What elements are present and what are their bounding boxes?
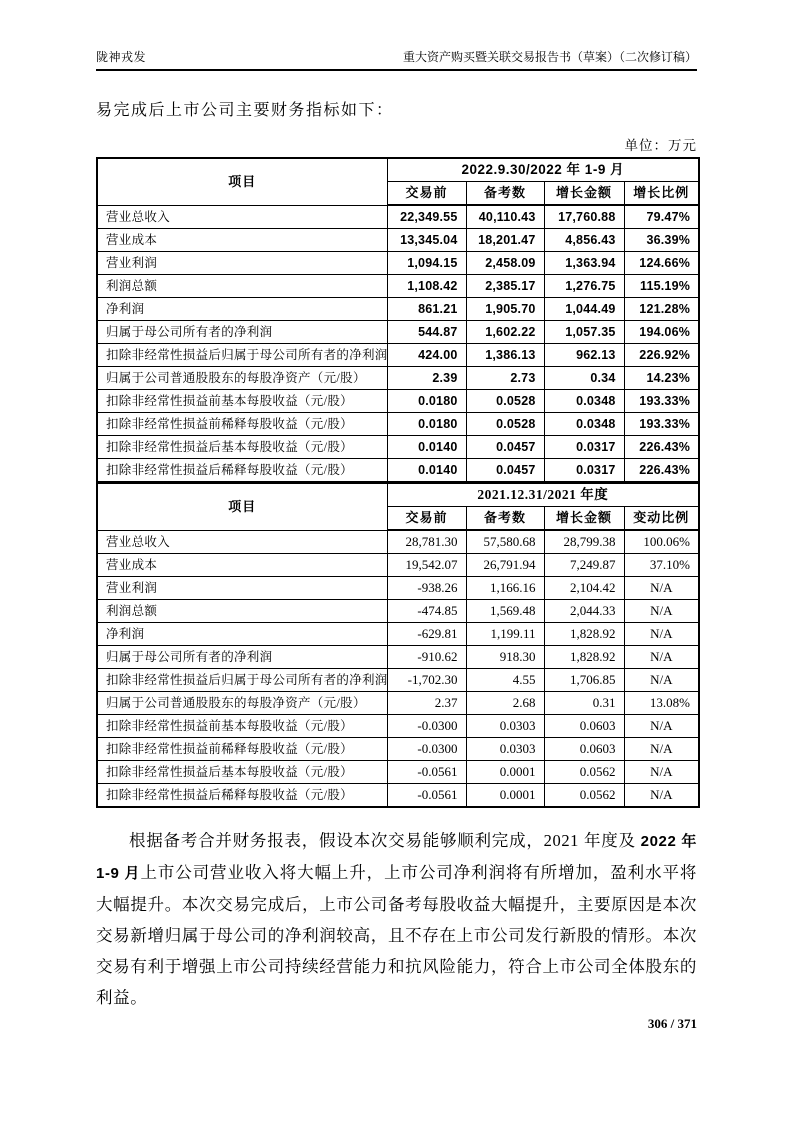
table-row	[97, 761, 699, 784]
table-row	[97, 646, 699, 669]
value-cell: 193.33%	[624, 413, 699, 436]
running-header	[96, 48, 697, 71]
table-row	[97, 321, 699, 344]
row-label-cell: 营业成本	[97, 229, 387, 252]
value-cell: 0.0562	[544, 761, 624, 784]
value-cell: 2,104.42	[544, 577, 624, 600]
value-cell: 22,349.55	[387, 205, 466, 229]
value-cell: -0.0300	[387, 715, 466, 738]
value-cell: 0.0528	[466, 390, 544, 413]
row-label-cell: 扣除非经常性损益后基本每股收益（元/股）	[97, 436, 387, 459]
value-cell: 0.0317	[544, 436, 624, 459]
value-cell: N/A	[624, 577, 699, 600]
value-cell: 962.13	[544, 344, 624, 367]
column-header-cell: 增长金额	[544, 182, 624, 206]
value-cell: 13.08%	[624, 692, 699, 715]
row-label-cell: 扣除非经常性损益前稀释每股收益（元/股）	[97, 413, 387, 436]
value-cell: 0.0528	[466, 413, 544, 436]
value-cell: -0.0300	[387, 738, 466, 761]
table-row	[97, 715, 699, 738]
value-cell: N/A	[624, 623, 699, 646]
table-row	[97, 600, 699, 623]
financial-table-2022	[96, 157, 700, 483]
value-cell: N/A	[624, 715, 699, 738]
value-cell: 424.00	[387, 344, 466, 367]
value-cell: N/A	[624, 738, 699, 761]
value-cell: 1,166.16	[466, 577, 544, 600]
value-cell: 0.0303	[466, 738, 544, 761]
value-cell: 4,856.43	[544, 229, 624, 252]
value-cell: 40,110.43	[466, 205, 544, 229]
value-cell: 0.0180	[387, 390, 466, 413]
column-header-cell: 备考数	[466, 182, 544, 206]
header-report-title: 重大资产购买暨关联交易报告书（草案）（二次修订稿）	[402, 50, 697, 64]
value-cell: 19,542.07	[387, 554, 466, 577]
unit-label: 单位：万元	[624, 138, 697, 153]
value-cell: 0.0317	[544, 459, 624, 483]
table-row	[97, 577, 699, 600]
row-label-cell: 净利润	[97, 623, 387, 646]
value-cell: 1,276.75	[544, 275, 624, 298]
table-row	[97, 554, 699, 577]
table-row	[97, 205, 699, 229]
value-cell: 115.19%	[624, 275, 699, 298]
table-row	[97, 298, 699, 321]
value-cell: 4.55	[466, 669, 544, 692]
row-label-cell: 归属于母公司所有者的净利润	[97, 321, 387, 344]
value-cell: 2.39	[387, 367, 466, 390]
header-company: 陇神戎发	[96, 50, 147, 64]
period-header-cell: 2021.12.31/2021 年度	[387, 484, 699, 507]
value-cell: 17,760.88	[544, 205, 624, 229]
table-row	[97, 229, 699, 252]
value-cell: 226.92%	[624, 344, 699, 367]
table-row	[97, 738, 699, 761]
value-cell: 1,094.15	[387, 252, 466, 275]
value-cell: 226.43%	[624, 436, 699, 459]
column-header-cell: 变动比例	[624, 507, 699, 531]
intro-text: 易完成后上市公司主要财务指标如下：	[96, 102, 394, 119]
value-cell: 0.0562	[544, 784, 624, 808]
table-row	[97, 784, 699, 808]
value-cell: 0.0603	[544, 738, 624, 761]
value-cell: N/A	[624, 669, 699, 692]
value-cell: 0.0140	[387, 459, 466, 483]
value-cell: 28,799.38	[544, 530, 624, 554]
value-cell: N/A	[624, 784, 699, 808]
value-cell: 0.0348	[544, 390, 624, 413]
page-number: 306 / 371	[647, 1016, 697, 1031]
row-label-cell: 利润总额	[97, 275, 387, 298]
value-cell: 1,363.94	[544, 252, 624, 275]
table-row	[97, 367, 699, 390]
value-cell: 124.66%	[624, 252, 699, 275]
value-cell: 861.21	[387, 298, 466, 321]
value-cell: 28,781.30	[387, 530, 466, 554]
item-header-cell: 项目	[97, 158, 387, 205]
value-cell: 1,108.42	[387, 275, 466, 298]
financial-table-2021	[96, 483, 700, 808]
table-row	[97, 692, 699, 715]
value-cell: 2.37	[387, 692, 466, 715]
value-cell: 2.68	[466, 692, 544, 715]
row-label-cell: 扣除非经常性损益后稀释每股收益（元/股）	[97, 784, 387, 808]
row-label-cell: 扣除非经常性损益前基本每股收益（元/股）	[97, 715, 387, 738]
row-label-cell: 扣除非经常性损益后归属于母公司所有者的净利润	[97, 344, 387, 367]
value-cell: 1,569.48	[466, 600, 544, 623]
value-cell: 2,458.09	[466, 252, 544, 275]
value-cell: -1,702.30	[387, 669, 466, 692]
value-cell: 1,828.92	[544, 623, 624, 646]
value-cell: N/A	[624, 761, 699, 784]
value-cell: 121.28%	[624, 298, 699, 321]
table-row	[97, 530, 699, 554]
table-row	[97, 623, 699, 646]
column-header-cell: 增长金额	[544, 507, 624, 531]
value-cell: 1,602.22	[466, 321, 544, 344]
value-cell: 1,706.85	[544, 669, 624, 692]
value-cell: 1,828.92	[544, 646, 624, 669]
table-row	[97, 344, 699, 367]
value-cell: 1,044.49	[544, 298, 624, 321]
value-cell: -629.81	[387, 623, 466, 646]
value-cell: N/A	[624, 600, 699, 623]
row-label-cell: 营业利润	[97, 577, 387, 600]
value-cell: 100.06%	[624, 530, 699, 554]
value-cell: 0.0603	[544, 715, 624, 738]
value-cell: 1,905.70	[466, 298, 544, 321]
row-label-cell: 营业成本	[97, 554, 387, 577]
table-row	[97, 275, 699, 298]
value-cell: 36.39%	[624, 229, 699, 252]
value-cell: 79.47%	[624, 205, 699, 229]
value-cell: 1,386.13	[466, 344, 544, 367]
table-row	[97, 252, 699, 275]
column-header-cell: 交易前	[387, 507, 466, 531]
row-label-cell: 归属于母公司所有者的净利润	[97, 646, 387, 669]
column-header-cell: 增长比例	[624, 182, 699, 206]
value-cell: 0.0001	[466, 784, 544, 808]
table-row	[97, 390, 699, 413]
value-cell: 0.31	[544, 692, 624, 715]
value-cell: 18,201.47	[466, 229, 544, 252]
row-label-cell: 归属于公司普通股股东的每股净资产（元/股）	[97, 367, 387, 390]
item-header-cell: 项目	[97, 484, 387, 531]
table-row	[97, 436, 699, 459]
value-cell: 14.23%	[624, 367, 699, 390]
value-cell: 193.33%	[624, 390, 699, 413]
value-cell: 2.73	[466, 367, 544, 390]
summary-text-bold: 2022 年 1-9 月	[96, 833, 697, 882]
value-cell: 0.0001	[466, 761, 544, 784]
value-cell: 37.10%	[624, 554, 699, 577]
row-label-cell: 扣除非经常性损益后基本每股收益（元/股）	[97, 761, 387, 784]
value-cell: 26,791.94	[466, 554, 544, 577]
value-cell: 226.43%	[624, 459, 699, 483]
period-header-cell: 2022.9.30/2022 年 1-9 月	[387, 158, 699, 182]
summary-text-part2: 上市公司营业收入将大幅上升，上市公司净利润将有所增加，盈利水平将大幅提升。本次交易完成后，上市公司备考每股收益大幅提升，主要原因是本次交易新增归属于母公司的净利润较高，且不存在上市公司发行新股的情形。本次交易有利于增强上市公司持续经营能力和抗风险能力，符合上市公司全体股东的利益。	[96, 863, 697, 1007]
row-label-cell: 营业总收入	[97, 205, 387, 229]
value-cell: 544.87	[387, 321, 466, 344]
table-row	[97, 413, 699, 436]
row-label-cell: 归属于公司普通股股东的每股净资产（元/股）	[97, 692, 387, 715]
row-label-cell: 营业利润	[97, 252, 387, 275]
value-cell: 0.34	[544, 367, 624, 390]
column-header-cell: 交易前	[387, 182, 466, 206]
row-label-cell: 净利润	[97, 298, 387, 321]
value-cell: 1,199.11	[466, 623, 544, 646]
value-cell: -938.26	[387, 577, 466, 600]
value-cell: -474.85	[387, 600, 466, 623]
value-cell: 7,249.87	[544, 554, 624, 577]
row-label-cell: 营业总收入	[97, 530, 387, 554]
table-row	[97, 669, 699, 692]
value-cell: 0.0140	[387, 436, 466, 459]
row-label-cell: 扣除非经常性损益后稀释每股收益（元/股）	[97, 459, 387, 483]
summary-paragraph	[96, 825, 697, 1013]
row-label-cell: 扣除非经常性损益前基本每股收益（元/股）	[97, 390, 387, 413]
value-cell: 0.0457	[466, 459, 544, 483]
value-cell: 57,580.68	[466, 530, 544, 554]
row-label-cell: 扣除非经常性损益前稀释每股收益（元/股）	[97, 738, 387, 761]
value-cell: 2,044.33	[544, 600, 624, 623]
value-cell: -0.0561	[387, 784, 466, 808]
value-cell: 0.0348	[544, 413, 624, 436]
value-cell: 1,057.35	[544, 321, 624, 344]
column-header-cell: 备考数	[466, 507, 544, 531]
value-cell: 194.06%	[624, 321, 699, 344]
value-cell: 13,345.04	[387, 229, 466, 252]
table-row	[97, 459, 699, 483]
value-cell: 0.0303	[466, 715, 544, 738]
summary-text-part1: 根据备考合并财务报表，假设本次交易能够顺利完成，2021 年度及	[129, 831, 641, 850]
value-cell: -910.62	[387, 646, 466, 669]
value-cell: 2,385.17	[466, 275, 544, 298]
value-cell: N/A	[624, 646, 699, 669]
value-cell: 918.30	[466, 646, 544, 669]
value-cell: 0.0457	[466, 436, 544, 459]
row-label-cell: 利润总额	[97, 600, 387, 623]
value-cell: 0.0180	[387, 413, 466, 436]
value-cell: -0.0561	[387, 761, 466, 784]
row-label-cell: 扣除非经常性损益后归属于母公司所有者的净利润	[97, 669, 387, 692]
